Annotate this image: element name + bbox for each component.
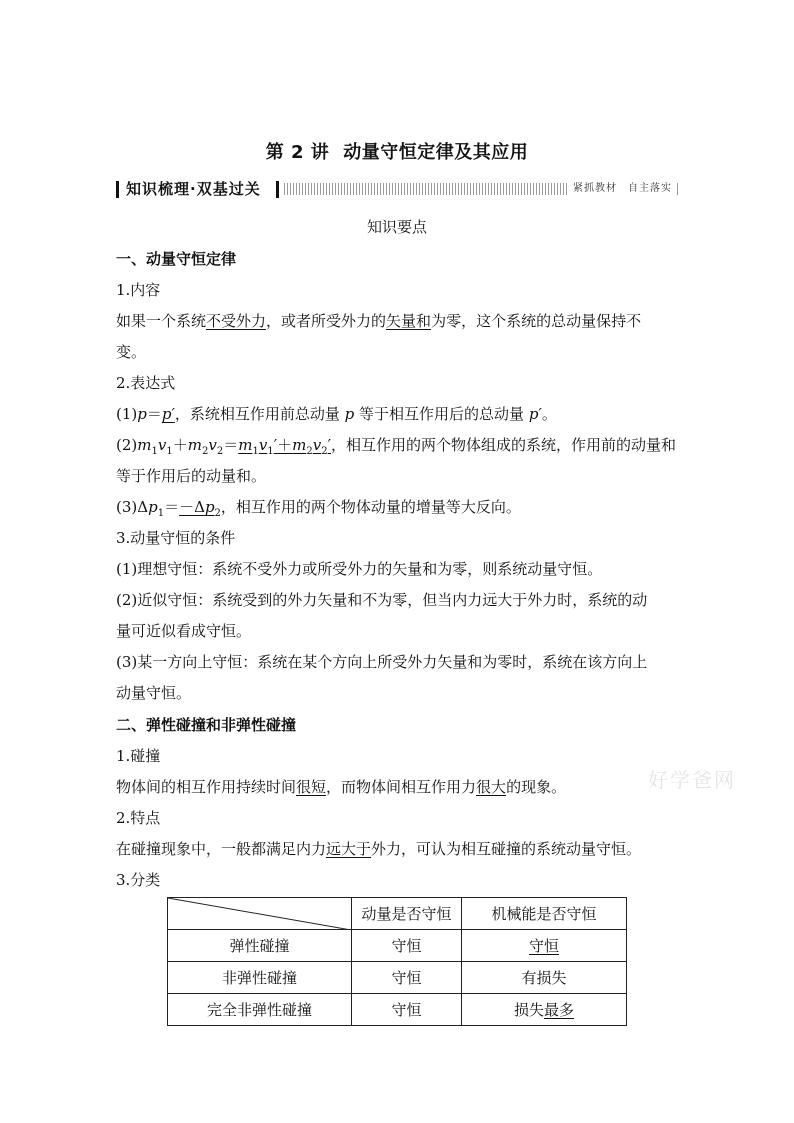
row-energy: 损失最多	[462, 994, 627, 1026]
row-momentum: 守恒	[352, 962, 462, 994]
row-momentum: 守恒	[352, 994, 462, 1026]
page-title	[0, 138, 794, 164]
section-title: 知识要点	[366, 218, 427, 236]
part2-heading: 二、弹性碰撞和非弹性碰撞	[116, 716, 297, 734]
content-line1: 如果一个系统不受外力，或者所受外力的矢量和为零，这个系统的总动量保持不	[116, 312, 642, 330]
collision-heading: 1.碰撞	[116, 747, 161, 765]
cond2-line1: (2)近似守恒：系统受到的外力矢量和不为零，但当内力远大于外力时，系统的动	[116, 591, 648, 609]
section-banner	[116, 178, 678, 200]
header-momentum: 动量是否守恒	[352, 898, 462, 930]
expr1: (1)p＝p′，系统相互作用前总动量 p 等于相互作用后的总动量 p′。	[116, 405, 557, 423]
cond3-line1: (3)某一方向上守恒：系统在某个方向上所受外力矢量和为零时，系统在该方向上	[116, 653, 648, 671]
cond3-line2: 动量守恒。	[116, 684, 192, 702]
lecture-name: 动量守恒定律及其应用	[343, 142, 529, 163]
row-momentum: 守恒	[352, 930, 462, 962]
row-energy: 守恒	[462, 930, 627, 962]
expr-heading: 2.表达式	[116, 374, 176, 392]
expr2-line2: 等于作用后的动量和。	[116, 467, 267, 485]
expr2: $(2)m_1v_1+m_2v_2=m_1v_1'+m_2v_2'$，相互作用的两个物体组成的系统，作用前的动量和	[116, 436, 676, 457]
expr3: $(3)\Delta p_1=-\Delta p_2$，相互作用的两个物体动量的增量等大反向。	[116, 498, 521, 519]
class-heading: 3.分类	[116, 871, 161, 889]
cond-heading: 3.动量守恒的条件	[116, 529, 236, 547]
feature-text: 在碰撞现象中，一般都满足内力远大于外力，可认为相互碰撞的系统动量守恒。	[116, 840, 642, 858]
content-line2: 变。	[116, 343, 147, 361]
table-row	[168, 994, 627, 1026]
row-type: 弹性碰撞	[168, 930, 352, 962]
cond2-line2: 量可近似看成守恒。	[116, 622, 252, 640]
row-type: 非弹性碰撞	[168, 962, 352, 994]
cond1: (1)理想守恒：系统不受外力或所受外力的矢量和为零，则系统动量守恒。	[116, 560, 603, 578]
feature-heading: 2.特点	[116, 809, 161, 827]
header-energy: 机械能是否守恒	[462, 898, 627, 930]
collision-classification-table	[167, 897, 627, 1026]
table-corner-cell	[168, 898, 352, 930]
banner-label: 知识梳理·双基过关	[126, 180, 261, 198]
diagonal-line	[168, 898, 351, 930]
row-energy: 有损失	[462, 962, 627, 994]
banner-bar-left	[116, 181, 119, 198]
banner-tagline: 紧抓教材 自主落实	[569, 181, 676, 197]
row-type: 完全非弹性碰撞	[168, 994, 352, 1026]
watermark: 好学爸网	[648, 768, 736, 792]
table-header-row	[168, 898, 627, 930]
lecture-number: 第 2 讲	[265, 142, 330, 163]
table-row	[168, 930, 627, 962]
content-heading: 1.内容	[116, 281, 161, 299]
part1-heading: 一、动量守恒定律	[116, 250, 237, 268]
table-row	[168, 962, 627, 994]
banner-bar-right	[276, 181, 279, 198]
collision-text: 物体间的相互作用持续时间很短，而物体间相互作用力很大的现象。	[116, 778, 567, 796]
